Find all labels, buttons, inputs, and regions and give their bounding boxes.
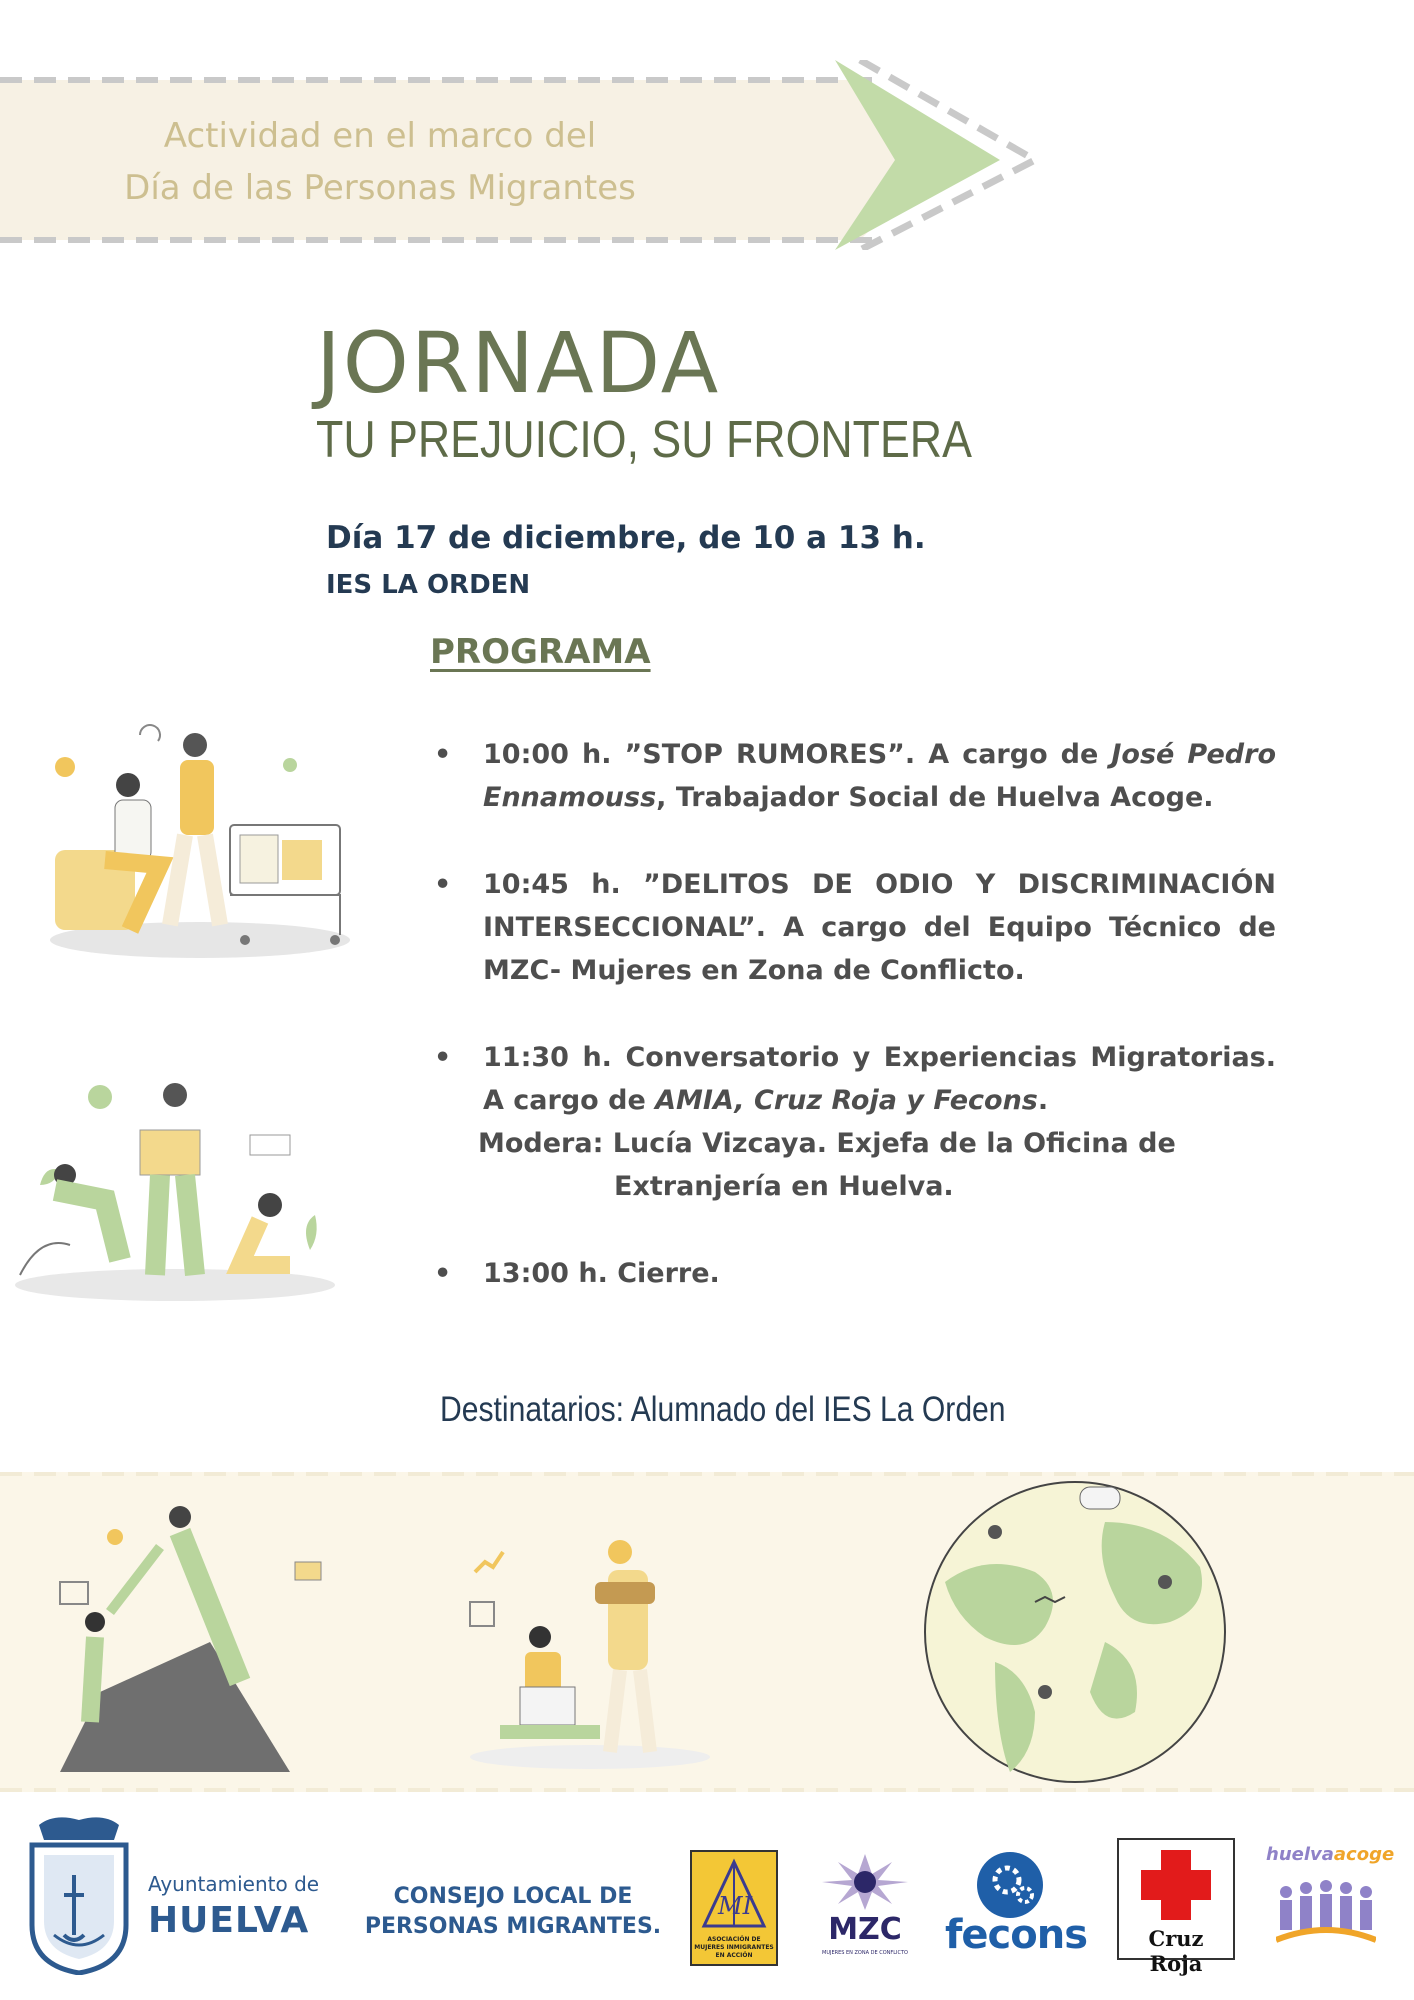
svg-text:MI: MI	[718, 1892, 753, 1920]
globe-illustration	[885, 1462, 1265, 1792]
banner-line-2: Día de las Personas Migrantes	[124, 168, 636, 208]
program-item	[434, 1252, 1276, 1295]
gardening-people-illustration	[10, 1075, 340, 1305]
program-item-lead: 11:30 h. Conversatorio y Experiencias Migratorias. A cargo de	[483, 1042, 1276, 1116]
people-group-icon	[1276, 1878, 1376, 1958]
cruz-roja-logo	[1117, 1838, 1235, 1976]
program-item	[434, 733, 1276, 819]
consejo-line-2: PERSONAS MIGRANTES.	[364, 1914, 662, 1939]
consejo-label	[358, 1882, 668, 1942]
shopping-people-illustration	[30, 715, 370, 965]
program-item	[434, 863, 1276, 992]
mzc-label: MZC	[828, 1912, 902, 1947]
event-place: IES LA ORDEN	[326, 570, 531, 600]
bullet-icon: •	[434, 739, 452, 770]
huelva-coat-of-arms-logo	[24, 1815, 134, 1975]
event-date: Día 17 de diciembre, de 10 a 13 h.	[326, 520, 926, 556]
cruz-roja-label: Cruz Roja	[1148, 1926, 1204, 1976]
program-item-tail: , Trabajador Social de Huelva Acoge.	[656, 782, 1214, 813]
huelva-acoge-logo	[1266, 1844, 1396, 1964]
page-title: JORNADA	[316, 314, 721, 412]
bullet-icon: •	[434, 869, 452, 900]
program-item-lead: 10:00 h. ”STOP RUMORES”. A cargo de	[483, 739, 1112, 770]
program-item-lead: 13:00 h. Cierre.	[483, 1258, 720, 1289]
program-item-tail: .	[1037, 1085, 1049, 1116]
page-subtitle: TU PREJUICIO, SU FRONTERA	[316, 411, 972, 469]
amia-label: ASOCIACIÓN DE MUJERES INMIGRANTES EN ACCIÓN	[694, 1936, 774, 1959]
fecons-label: fecons	[945, 1912, 1088, 1958]
bullet-icon: •	[434, 1042, 452, 1073]
program-heading: PROGRAMA	[430, 632, 651, 672]
huelva-acoge-label-b: acoge	[1333, 1844, 1395, 1865]
moderator-line-1: Modera: Lucía Vizcaya. Exjefa de la Oficina de	[478, 1128, 1176, 1159]
red-cross-icon	[1119, 1844, 1233, 1924]
bullet-icon: •	[434, 1258, 452, 1289]
program-item-speaker: AMIA, Cruz Roja y Fecons	[655, 1085, 1038, 1116]
fecons-logo	[945, 1850, 1088, 1965]
huelva-label: HUELVA	[148, 1900, 310, 1941]
moderator-line-2: Extranjería en Huelva.	[614, 1171, 954, 1202]
amia-logo	[690, 1850, 778, 1966]
ayuntamiento-label: Ayuntamiento de	[148, 1872, 320, 1896]
program-item	[434, 1036, 1276, 1122]
huelva-acoge-label-a: huelva	[1266, 1844, 1334, 1865]
program-item-lead: 10:45 h. ”DELITOS DE ODIO Y DISCRIMINACIÓN INTERSECCIONAL”. A cargo del Equipo Técnico de MZC- Mujeres en Zona de Conflicto.	[483, 869, 1276, 986]
mzc-logo	[820, 1852, 910, 1962]
program-item-speaker: José Pedro Ennamouss	[483, 739, 1276, 813]
mzc-small-label: MUJERES EN ZONA DE CONFLICTO	[822, 1950, 908, 1956]
illustration-band	[0, 1472, 1414, 1792]
working-people-illustration	[460, 1512, 720, 1772]
climbing-help-illustration	[40, 1492, 340, 1782]
top-banner	[0, 80, 1060, 260]
banner-line-1: Actividad en el marco del	[163, 116, 597, 156]
consejo-line-1: CONSEJO LOCAL DE	[393, 1884, 633, 1909]
audience-text: Destinatarios: Alumnado del IES La Orden	[440, 1390, 1006, 1429]
